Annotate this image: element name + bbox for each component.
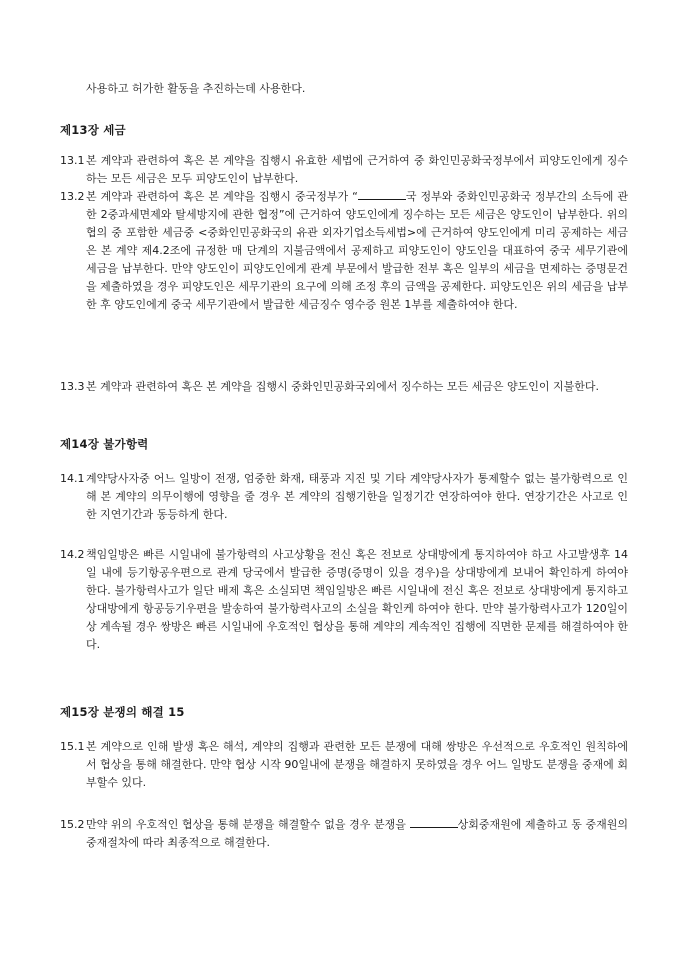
continuation-text: 사용하고 허가한 활동을 추진하는데 사용한다.: [86, 82, 306, 95]
clause-number: 15.2: [60, 818, 85, 831]
clause-number: 14.2: [60, 548, 85, 561]
clause-text-part-a: 만약 위의 우호적인 협상을 통해 분쟁을 해결할수 없을 경우 분쟁을: [86, 818, 410, 831]
clause-text: [86, 816, 628, 852]
clause-text-part-b: 상회중재원에 제출하고 동 중재원의 중재절차에 따라 최종적으로 해결한다.: [86, 818, 628, 849]
clause-13-3: [60, 378, 628, 396]
clause-text: 본 계약으로 인해 발생 혹은 해석, 계약의 집행과 관련한 모든 분쟁에 대해 쌍방은 우선적으로 우호적인 원칙하에서 협상을 통해 해결한다. 만약 협상 시작 90일내에 분쟁을 해결하지 못하였을 경우 어느 일방도 분쟁을 중재에 회부할수 있다.: [86, 740, 628, 789]
section-title-13: 제13장 세금: [60, 123, 126, 137]
clause-text-part-b: 국 정부와 중화인민공화국 정부간의 소득에 관한 2중과세면제와 탈세방지에 관한 협정”에 근거하여 양도인에게 징수하는 모든 세금은 양도인이 납부한다. 위의 협의 중 포함한 세금중 <중화인민공화국의 유관 외자기업소득세법>에 근거하여 양도인에게 미리 공제하는 세금은 본 계약 제4.2조에 규정한 매 단계의 지불금액에서 공제하고 피양도인이 양도인을 대표하여 중국 세무기관에 세금을 납부한다. 만약 양도인이 피양도인에게 관계 부문에서 발급한 전부 혹은 일부의 세금을 면제하는 증명문건을 제출하였을 경우 피양도인은 세무기관의 요구에 의해 조정 후의 금액을 공제한다. 피양도인은 위의 세금을 납부한 후 양도인에게 중국 세무기관에서 발급한 세금징수 영수증 원본 1부를 제출하여야 한다.: [86, 190, 628, 311]
clause-text: 본 계약과 관련하여 혹은 본 계약을 집행시 중화인민공화국외에서 징수하는 모든 세금은 양도인이 지불한다.: [86, 380, 599, 393]
section-title-15: 제15장 분쟁의 해결 15: [60, 705, 185, 719]
clause-number: 13.3: [60, 380, 85, 393]
clause-13-2: [60, 188, 628, 314]
clause-number: 13.1: [60, 154, 85, 167]
clause-text: 본 계약과 관련하여 혹은 본 계약을 집행시 유효한 세법에 근거하여 중 화인민공화국정부에서 피양도인에게 징수하는 모든 세금은 모두 피양도인이 납부한다.: [86, 154, 628, 185]
section-title-14: 제14장 불가항력: [60, 437, 149, 451]
clause-14-2: [60, 546, 628, 654]
clause-15-2: [60, 816, 628, 852]
clause-text: 책임일방은 빠른 시일내에 불가항력의 사고상황을 전신 혹은 전보로 상대방에게 통지하여야 하고 사고발생후 14일 내에 등기항공우편으로 관계 당국에서 발급한 증명(증명이 있을 경우)을 상대방에게 보내어 확인하게 하여야 한다. 불가항력사고가 일단 배제 혹은 소실되면 책임일방은 빠른 시일내에 전신 혹은 전보로 상대방에게 통지하고 상대방에게 항공등기우편을 발송하여 불가항력사고의 소실을 확인케 하여야 한다. 만약 불가항력사고가 120일이상 계속될 경우 쌍방은 빠른 시일내에 우호적인 협상을 통해 계약의 계속적인 집행에 직면한 문제를 해결하여야 한다.: [86, 548, 628, 651]
clause-text: [86, 188, 628, 314]
clause-number: 15.1: [60, 740, 85, 753]
clause-15-1: [60, 738, 628, 792]
clause-14-1: [60, 470, 628, 524]
blank-field: [410, 816, 458, 828]
clause-number: 13.2: [60, 190, 85, 203]
blank-field: [358, 188, 406, 200]
clause-text-part-a: 본 계약과 관련하여 혹은 본 계약을 집행시 중국정부가 “: [86, 190, 358, 203]
clause-13-1: [60, 152, 628, 188]
clause-text: 계약당사자중 어느 일방이 전쟁, 엄중한 화재, 태풍과 지진 및 기타 계약당사자가 통제할수 없는 불가항력으로 인해 본 계약의 의무이행에 영향을 줄 경우 본 계약의 집행기한을 일정기간 연장하여야 한다. 연장기간은 사고로 인한 지연기간과 동등하게 한다.: [86, 472, 628, 521]
clause-number: 14.1: [60, 472, 85, 485]
